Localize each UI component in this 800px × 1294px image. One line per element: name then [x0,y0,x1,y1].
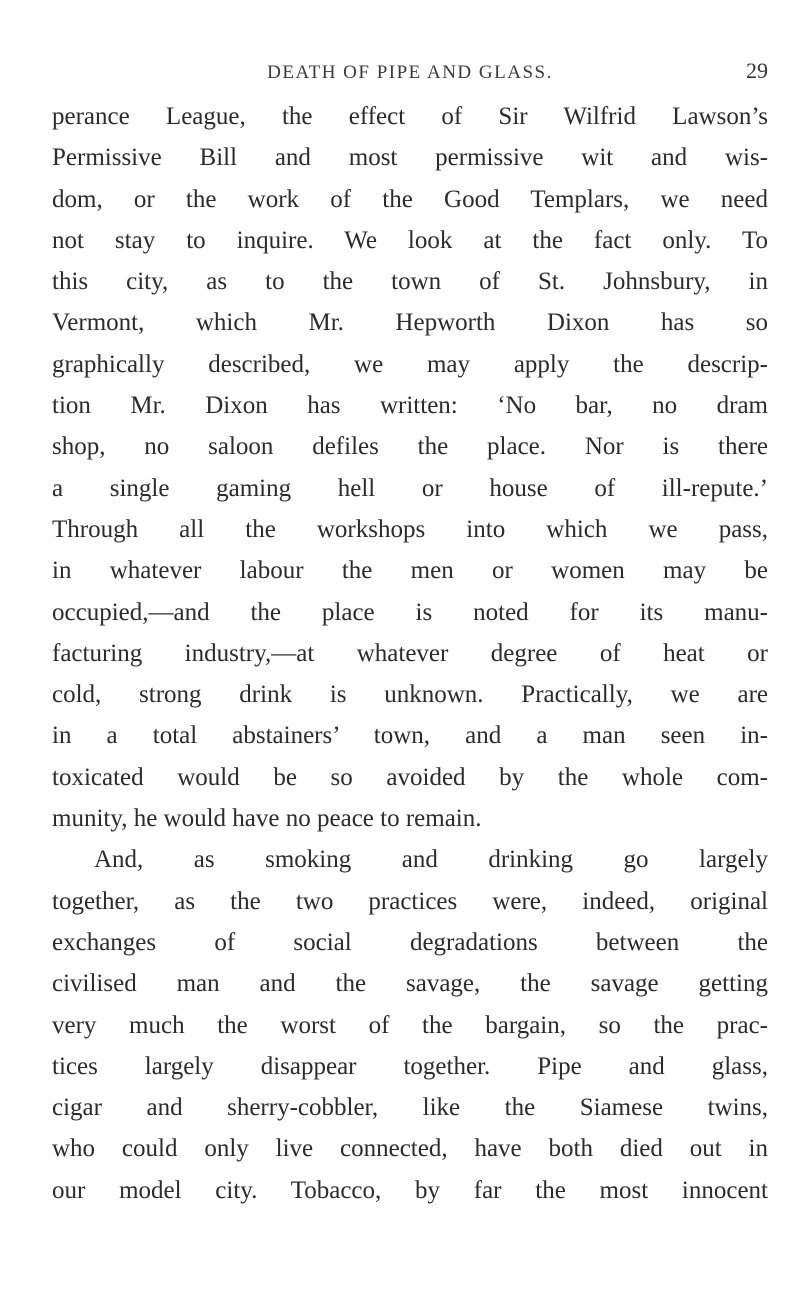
text-line: Permissive Bill and most permissive wit and wis- [52,144,768,172]
body-text [52,96,768,1211]
text-line: Through all the workshops into which we pass, [52,515,768,543]
text-line: in whatever labour the men or women may be [52,557,768,585]
page-number: 29 [746,58,768,83]
text-line: very much the worst of the bargain, so the prac- [52,1011,768,1039]
text-line: dom, or the work of the Good Templars, we need [52,185,768,213]
text-line: civilised man and the savage, the savage getting [52,970,768,998]
text-line: exchanges of social degradations between the [52,928,768,956]
text-line: tices largely disappear together. Pipe and glass, [52,1052,768,1080]
text-line: a single gaming hell or house of ill-repute.’ [52,474,768,502]
text-line: cigar and sherry-cobbler, like the Siamese twins, [52,1094,768,1122]
text-line: shop, no saloon defiles the place. Nor is there [52,433,768,461]
paragraph-end-line: munity, he would have no peace to remain. [52,805,482,833]
running-title: DEATH OF PIPE AND GLASS. [267,62,553,83]
text-line: our model city. Tobacco, by far the most innocent [52,1176,768,1204]
text-line: together, as the two practices were, indeed, original [52,887,768,915]
text-line: graphically described, we may apply the descrip- [52,350,768,378]
text-line: perance League, the effect of Sir Wilfrid Lawson’s [52,103,768,130]
text-line: toxicated would be so avoided by the whole com- [52,763,768,791]
text-line: facturing industry,—at whatever degree of heat or [52,639,768,667]
text-line: occupied,—and the place is noted for its manu- [52,598,768,626]
text-line: not stay to inquire. We look at the fact only. To [52,226,768,254]
text-line: cold, strong drink is unknown. Practically, we are [52,681,768,709]
text-line: in a total abstainers’ town, and a man seen in- [52,722,768,750]
text-line: this city, as to the town of St. Johnsbury, in [52,268,768,296]
text-line: who could only live connected, have both died out in [52,1135,768,1163]
paragraph-start-line: And, as smoking and drinking go largely [94,846,768,874]
text-line: tion Mr. Dixon has written: ‘No bar, no dram [52,392,768,420]
text-line: Vermont, which Mr. Hepworth Dixon has so [52,309,768,337]
running-head [52,52,768,92]
